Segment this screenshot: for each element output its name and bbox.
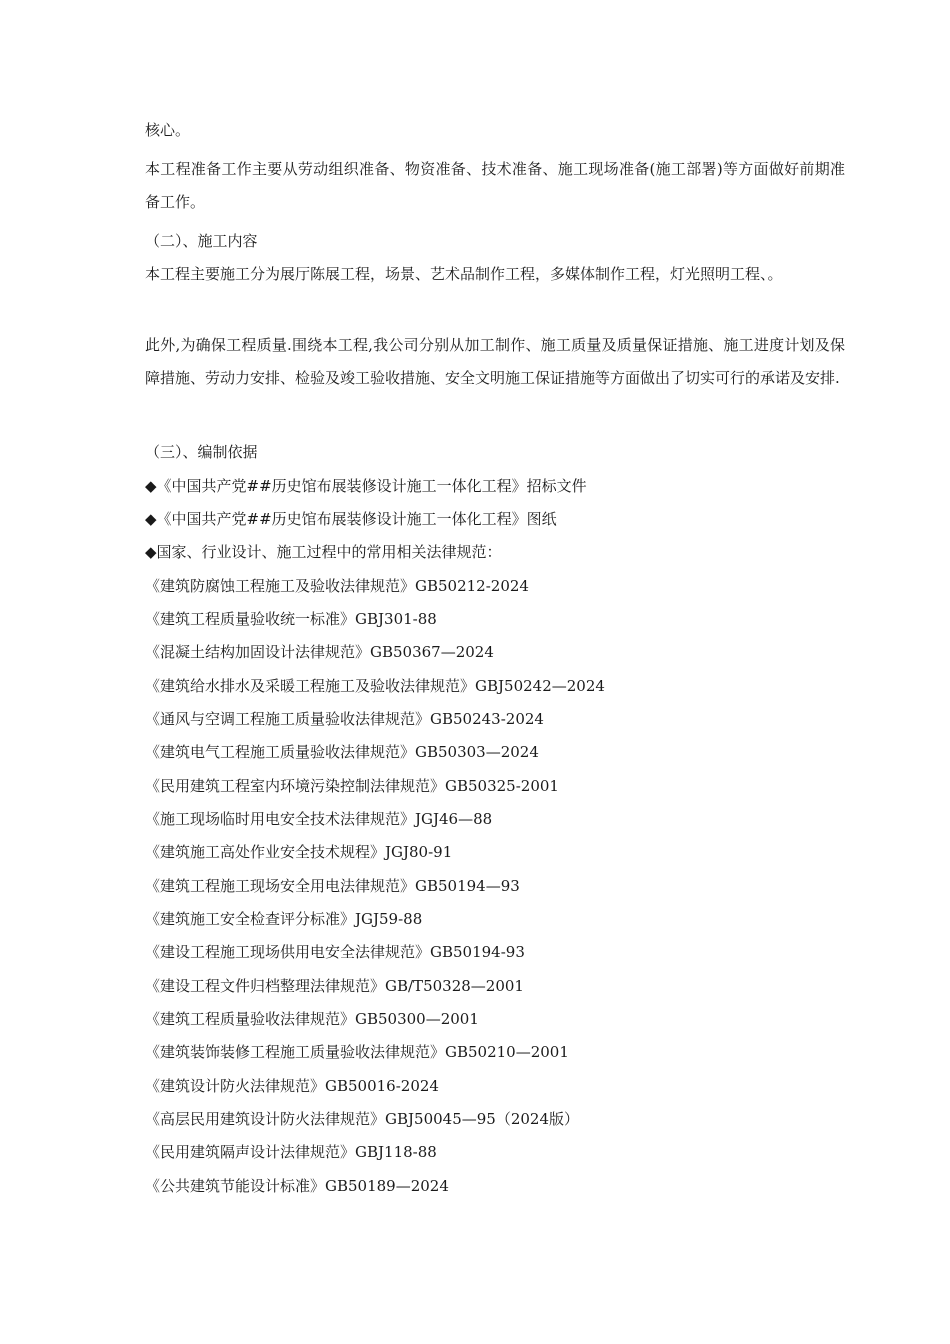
standard-item: 《建筑工程质量验收统一标准》GBJ301-88 <box>145 610 437 628</box>
continuation-text: 核心。 <box>145 121 191 139</box>
standard-item: 《建筑给水排水及采暖工程施工及验收法律规范》GBJ50242—2024 <box>145 677 605 695</box>
standard-item: 《施工现场临时用电安全技术法律规范》JGJ46—88 <box>145 810 493 828</box>
standard-item: 《民用建筑隔声设计法律规范》GBJ118-88 <box>145 1143 437 1161</box>
standard-item: 《建设工程施工现场供用电安全法律规范》GB50194-93 <box>145 943 525 961</box>
standard-item: 《建设工程文件归档整理法律规范》GB/T50328—2001 <box>145 977 524 995</box>
standard-item: 《公共建筑节能设计标准》GB50189—2024 <box>145 1177 449 1195</box>
standard-item: 《建筑电气工程施工质量验收法律规范》GB50303—2024 <box>145 743 539 761</box>
standard-item: 《混凝土结构加固设计法律规范》GB50367—2024 <box>145 643 494 661</box>
standard-item: 《建筑施工高处作业安全技术规程》JGJ80-91 <box>145 843 453 861</box>
bullet-item: ◆《中国共产党##历史馆布展装修设计施工一体化工程》招标文件 <box>145 477 587 495</box>
standard-item: 《建筑防腐蚀工程施工及验收法律规范》GB50212-2024 <box>145 577 529 595</box>
standard-item: 《建筑工程施工现场安全用电法律规范》GB50194—93 <box>145 877 520 895</box>
standard-item: 《建筑装饰装修工程施工质量验收法律规范》GB50210—2001 <box>145 1043 569 1061</box>
bullet-item: ◆国家、行业设计、施工过程中的常用相关法律规范： <box>145 543 502 561</box>
section-3-heading: （三）、编制依据 <box>145 443 258 461</box>
standard-item: 《建筑设计防火法律规范》GB50016-2024 <box>145 1077 439 1095</box>
standard-item: 《建筑工程质量验收法律规范》GB50300—2001 <box>145 1010 479 1028</box>
standard-item: 《高层民用建筑设计防火法律规范》GBJ50045—95（2024版） <box>145 1110 579 1128</box>
standard-item: 《通风与空调工程施工质量验收法律规范》GB50243-2024 <box>145 710 544 728</box>
standard-item: 《民用建筑工程室内环境污染控制法律规范》GB50325-2001 <box>145 777 559 795</box>
bullet-item: ◆《中国共产党##历史馆布展装修设计施工一体化工程》图纸 <box>145 510 557 528</box>
scope-paragraph: 本工程主要施工分为展厅陈展工程，场景、艺术品制作工程，多媒体制作工程，灯光照明工程、。 <box>145 265 783 283</box>
standard-item: 《建筑施工安全检查评分标准》JGJ59-88 <box>145 910 423 928</box>
preparation-paragraph: 本工程准备工作主要从劳动组织准备、物资准备、技术准备、施工现场准备(施工部署)等方面做好前期准备工作。 <box>145 160 845 211</box>
quality-paragraph: 此外,为确保工程质量.围绕本工程,我公司分别从加工制作、施工质量及质量保证措施、施工进度计划及保障措施、劳动力安排、检验及竣工验收措施、安全文明施工保证措施等方面做出了切实可行的承诺及安排. <box>145 336 845 387</box>
section-2-heading: （二）、施工内容 <box>145 232 258 250</box>
